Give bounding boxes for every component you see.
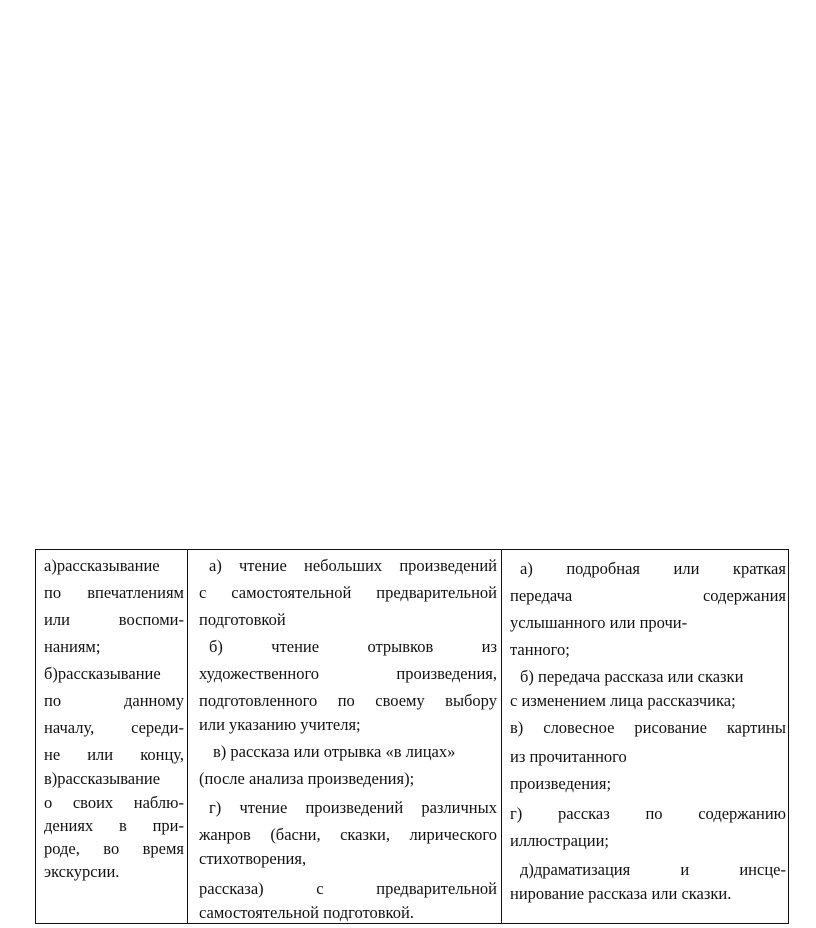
word: чтение <box>239 798 288 817</box>
table-column-reading <box>199 550 497 923</box>
cell-line <box>199 555 497 577</box>
word: впечатлениям <box>87 583 184 602</box>
word: предварительной <box>376 583 497 602</box>
cell-line: в)рассказывание <box>44 769 161 788</box>
content-table <box>35 549 789 924</box>
cell-line: (после анализа произведения); <box>199 769 415 788</box>
word: рассказа) <box>199 879 264 898</box>
cell-line: б)рассказывание <box>44 664 161 683</box>
word: лирического <box>409 825 497 844</box>
word: своему <box>375 691 425 710</box>
cell-line <box>44 717 184 739</box>
cell-line: произведения; <box>510 774 612 793</box>
word: роде, <box>44 839 80 858</box>
word: г) <box>209 798 222 817</box>
word: (басни, <box>270 825 321 844</box>
word: с <box>316 879 324 898</box>
word: художественного <box>199 664 320 683</box>
cell-line <box>510 717 786 739</box>
word: произведений <box>305 798 404 817</box>
word: дениях <box>44 816 94 835</box>
cell-line: с изменением лица рассказчика; <box>510 691 736 710</box>
cell-line <box>199 824 497 846</box>
word: словесное <box>543 718 615 737</box>
word: б) <box>209 637 223 656</box>
word: самостоятельной <box>231 583 352 602</box>
cell-line <box>199 636 497 658</box>
cell-line <box>510 859 786 881</box>
table-column-retelling-types <box>510 550 786 923</box>
word: сказки, <box>340 825 390 844</box>
cell-line <box>44 609 184 631</box>
cell-line: а)рассказывание <box>44 556 160 575</box>
word: во <box>103 839 120 858</box>
word: инсце- <box>739 860 786 879</box>
word: различных <box>421 798 497 817</box>
table-column-retelling <box>44 550 184 923</box>
word: данному <box>123 691 184 710</box>
word: по <box>44 583 62 602</box>
word: г) <box>510 804 523 823</box>
word: д)драматизация <box>520 860 631 879</box>
cell-line: стихотворения, <box>199 849 307 868</box>
word: воспоми- <box>118 610 184 629</box>
word: произведения, <box>396 664 497 683</box>
word: отрывков <box>367 637 434 656</box>
word: или <box>44 610 70 629</box>
cell-line <box>44 792 184 814</box>
cell-line <box>510 585 786 607</box>
cell-line <box>199 663 497 685</box>
word: произведений <box>399 556 497 575</box>
cell-line <box>44 582 184 604</box>
cell-line <box>44 690 184 712</box>
cell-line <box>44 838 184 860</box>
word: жанров <box>199 825 251 844</box>
word: подробная <box>566 559 640 578</box>
word: краткая <box>732 559 786 578</box>
cell-line: в) рассказа или отрывка «в лицах» <box>213 742 456 761</box>
cell-line <box>510 558 786 580</box>
column-divider <box>187 550 188 923</box>
word: рассказ <box>557 804 610 823</box>
cell-line: экскурсии. <box>44 862 120 881</box>
word: и <box>680 860 690 879</box>
cell-line <box>44 744 184 766</box>
cell-line <box>44 815 184 837</box>
word: выбору <box>445 691 497 710</box>
word: или <box>673 559 700 578</box>
word: или <box>87 745 114 764</box>
cell-line <box>510 803 786 825</box>
word: а) <box>209 556 222 575</box>
cell-line: услышанного или прочи- <box>510 613 688 632</box>
word: наблю- <box>133 793 184 812</box>
word: при- <box>152 816 184 835</box>
cell-line <box>199 878 497 900</box>
cell-line: наниям; <box>44 637 101 656</box>
cell-line: б) передача рассказа или сказки <box>520 667 744 686</box>
column-divider <box>501 550 502 923</box>
word: с <box>199 583 207 602</box>
word: а) <box>520 559 533 578</box>
word: небольших <box>304 556 383 575</box>
cell-line: самостоятельной подготовкой. <box>199 903 414 922</box>
word: в <box>119 816 127 835</box>
word: содержанию <box>698 804 786 823</box>
word: подготовленного <box>199 691 318 710</box>
word: середи- <box>131 718 184 737</box>
cell-line <box>199 690 497 712</box>
word: картины <box>726 718 786 737</box>
cell-line <box>199 582 497 604</box>
word: в) <box>510 718 524 737</box>
word: по <box>337 691 355 710</box>
word: передача <box>510 586 573 605</box>
cell-line: нирование рассказа или сказки. <box>510 884 732 903</box>
word: предварительной <box>376 879 497 898</box>
cell-line: подготовкой <box>199 610 286 629</box>
word: о <box>44 793 53 812</box>
word: чтение <box>239 556 287 575</box>
cell-line: иллюстрации; <box>510 831 610 850</box>
word: концу, <box>140 745 184 764</box>
word: чтение <box>271 637 320 656</box>
word: рисование <box>634 718 707 737</box>
cell-line: или указанию учителя; <box>199 715 361 734</box>
word: содержания <box>702 586 786 605</box>
word: по <box>44 691 62 710</box>
cell-line: танного; <box>510 640 570 659</box>
word: не <box>44 745 61 764</box>
cell-line <box>199 797 497 819</box>
word: время <box>142 839 184 858</box>
word: началу, <box>44 718 95 737</box>
word: из <box>481 637 497 656</box>
cell-line: из прочитанного <box>510 747 627 766</box>
word: по <box>645 804 663 823</box>
word: своих <box>72 793 114 812</box>
